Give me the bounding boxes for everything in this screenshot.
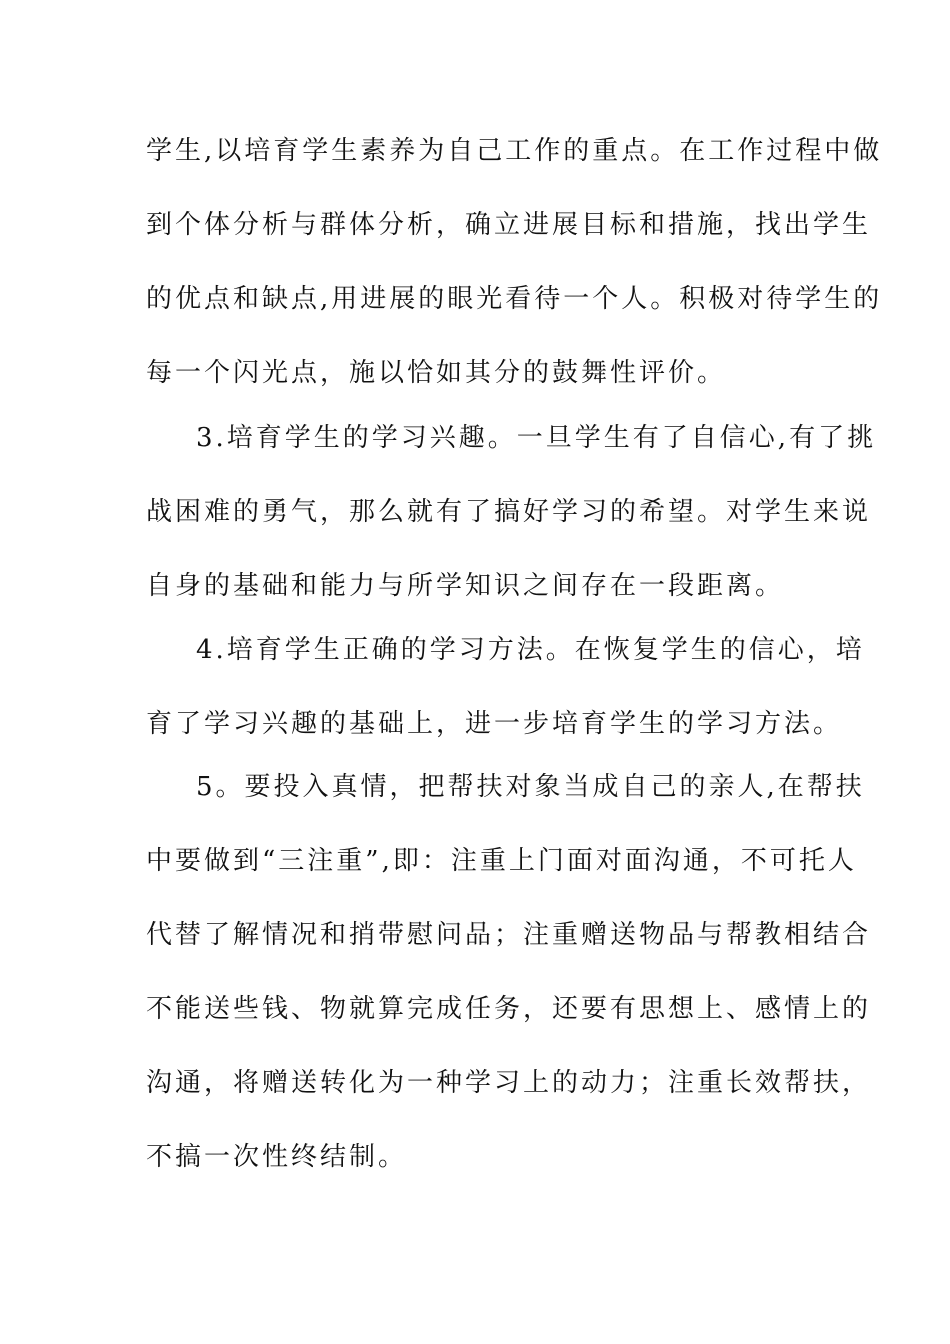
body-text-line: 代替了解情况和捎带慰问品；注重赠送物品与帮教相结合 [146,920,872,950]
body-text-line: 中要做到“三注重”,即：注重上门面对面沟通，不可托人 [146,846,857,876]
body-text-line: 学生,以培育学生素养为自己工作的重点。在工作过程中做 [146,136,883,166]
body-text-line: 不能送些钱、物就算完成任务，还要有思想上、感情上的 [146,994,872,1024]
body-text-line: 沟通，将赠送转化为一种学习上的动力；注重长效帮扶， [146,1068,872,1098]
body-text-line: 战困难的勇气，那么就有了搞好学习的希望。对学生来说 [146,497,872,527]
paragraph-4-start: 4.培育学生正确的学习方法。在恢复学生的信心，培 [196,635,865,665]
paragraph-5-start: 5。要投入真情，把帮扶对象当成自己的亲人,在帮扶 [196,772,865,802]
body-text-line: 自身的基础和能力与所学知识之间存在一段距离。 [146,571,785,601]
body-text-line: 不搞一次性终结制。 [146,1142,408,1172]
body-text-line: 的优点和缺点,用进展的眼光看待一个人。积极对待学生的 [146,284,883,314]
body-text-line: 育了学习兴趣的基础上，进一步培育学生的学习方法。 [146,709,843,739]
paragraph-3-start: 3.培育学生的学习兴趣。一旦学生有了自信心,有了挑 [196,423,877,453]
body-text-line: 每一个闪光点，施以恰如其分的鼓舞性评价。 [146,358,727,388]
body-text-line: 到个体分析与群体分析，确立进展目标和措施，找出学生 [146,210,872,240]
